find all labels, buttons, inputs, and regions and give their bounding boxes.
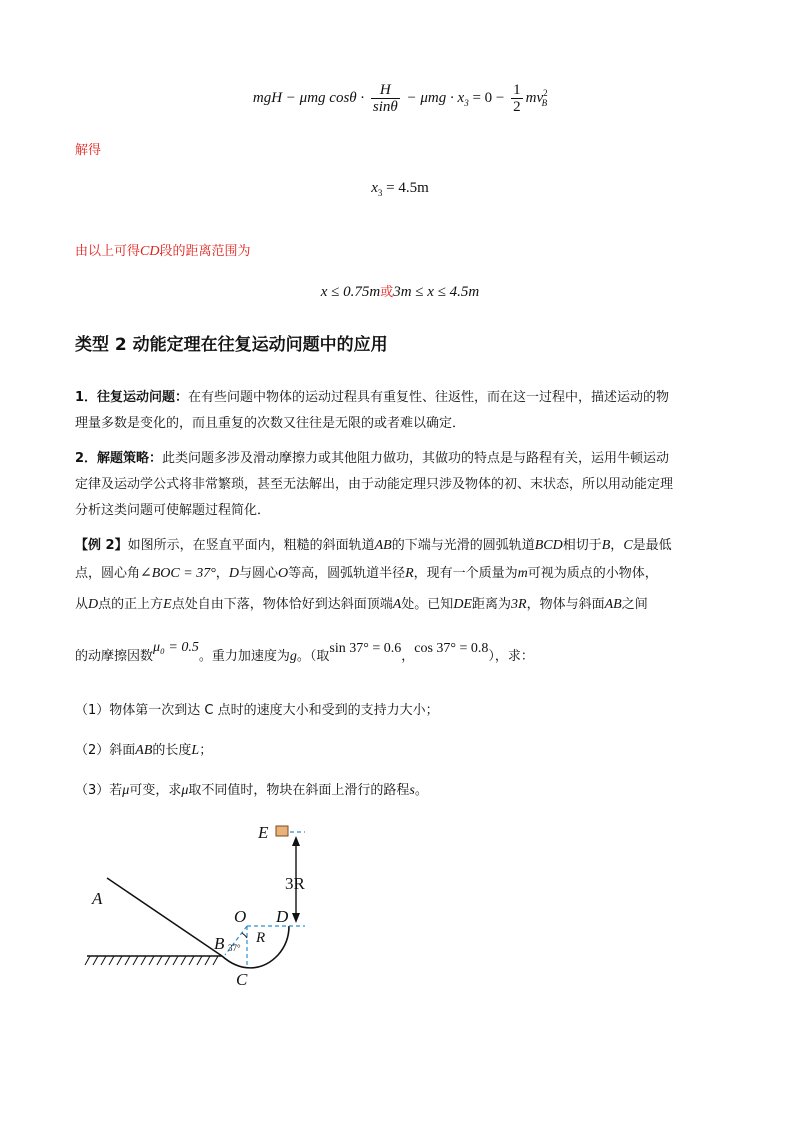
label-A: A — [92, 889, 103, 908]
label-R: R — [256, 930, 266, 946]
paragraph-1-line-1: 1．往复运动问题：在有些问题中物体的运动过程具有重复性、往返性，而在这一过程中，描述运动的物 — [75, 390, 670, 405]
section-title: 类型 2 动能定理在往复运动问题中的应用 — [75, 335, 388, 355]
example-line-2: 点，圆心角∠BOC = 37°，D与圆心O等高，圆弧轨道半径R，现有一个质量为m可视为质点的小物体， — [75, 566, 658, 581]
question-1: （1）物体第一次到达 C 点时的速度大小和受到的支持力大小； — [75, 703, 439, 718]
paragraph-2-line-1: 2．解题策略：此类问题多涉及滑动摩擦力或其他阻力做功，其做功的特点是与路程有关，运用牛顿运动 — [75, 451, 670, 466]
paragraph-2-line-3: 分析这类问题可使解题过程简化． — [75, 503, 271, 518]
label-E: E — [258, 823, 269, 842]
label-37: 37° — [228, 943, 241, 953]
example-line-3: 从D点的正上方E点处自由下落，物体恰好到达斜面顶端A处。已知DE距离为3R，物体与斜面AB之间 — [75, 597, 648, 612]
example-line-1: 【例 2】如图所示，在竖直平面内，粗糙的斜面轨道AB的下端与光滑的圆弧轨道BCD相切于B，C是最低 — [75, 538, 672, 553]
paragraph-1-line-2: 理量多数是变化的，而且重复的次数又往往是无限的或者难以确定． — [75, 416, 466, 431]
result-equation: $x_3 = 4.5m$ — [371, 180, 429, 198]
ground — [85, 956, 222, 965]
incline-AB — [107, 878, 222, 956]
fraction-H-over-sin: $\frac{H}{\sin\theta}$ — [372, 82, 398, 115]
block-E — [276, 826, 288, 836]
question-3: （3）若μ可变，求μ取不同值时，物块在斜面上滑行的路程s。 — [75, 783, 428, 798]
range-sentence: 由以上可得CD段的距离范围为 — [75, 244, 251, 259]
paragraph-2-line-2: 定律及运动学公式将非常繁琐，甚至无法解出，由于动能定理只涉及物体的初、末状态，所以用动能定理 — [75, 477, 674, 492]
fraction-half: $\frac{1}{2}$ — [513, 82, 521, 115]
label-D: D — [276, 907, 289, 926]
range-equation: x ≤ 0.75m或3m ≤ x ≤ 4.5m — [320, 284, 480, 300]
question-2: （2）斜面AB的长度L； — [75, 743, 213, 758]
example-line-4: 的动摩擦因数μ₀ = 0.5。重力加速度为g。（取sin 37° = 0.6，cos 37° = 0.8），求： — [75, 640, 534, 664]
energy-equation: mgH − μmg cosθ · $\frac{H}{\sin\theta}$ − $\mu mg \cdot x_3 = 0$ − $\frac{1}{2}$ $mv^2_B$ — [252, 82, 548, 115]
solve-label: 解得 — [75, 143, 102, 158]
label-C: C — [236, 970, 248, 989]
label-B: B — [214, 934, 225, 953]
label-3R: 3R — [285, 874, 305, 893]
label-O: O — [234, 907, 247, 926]
